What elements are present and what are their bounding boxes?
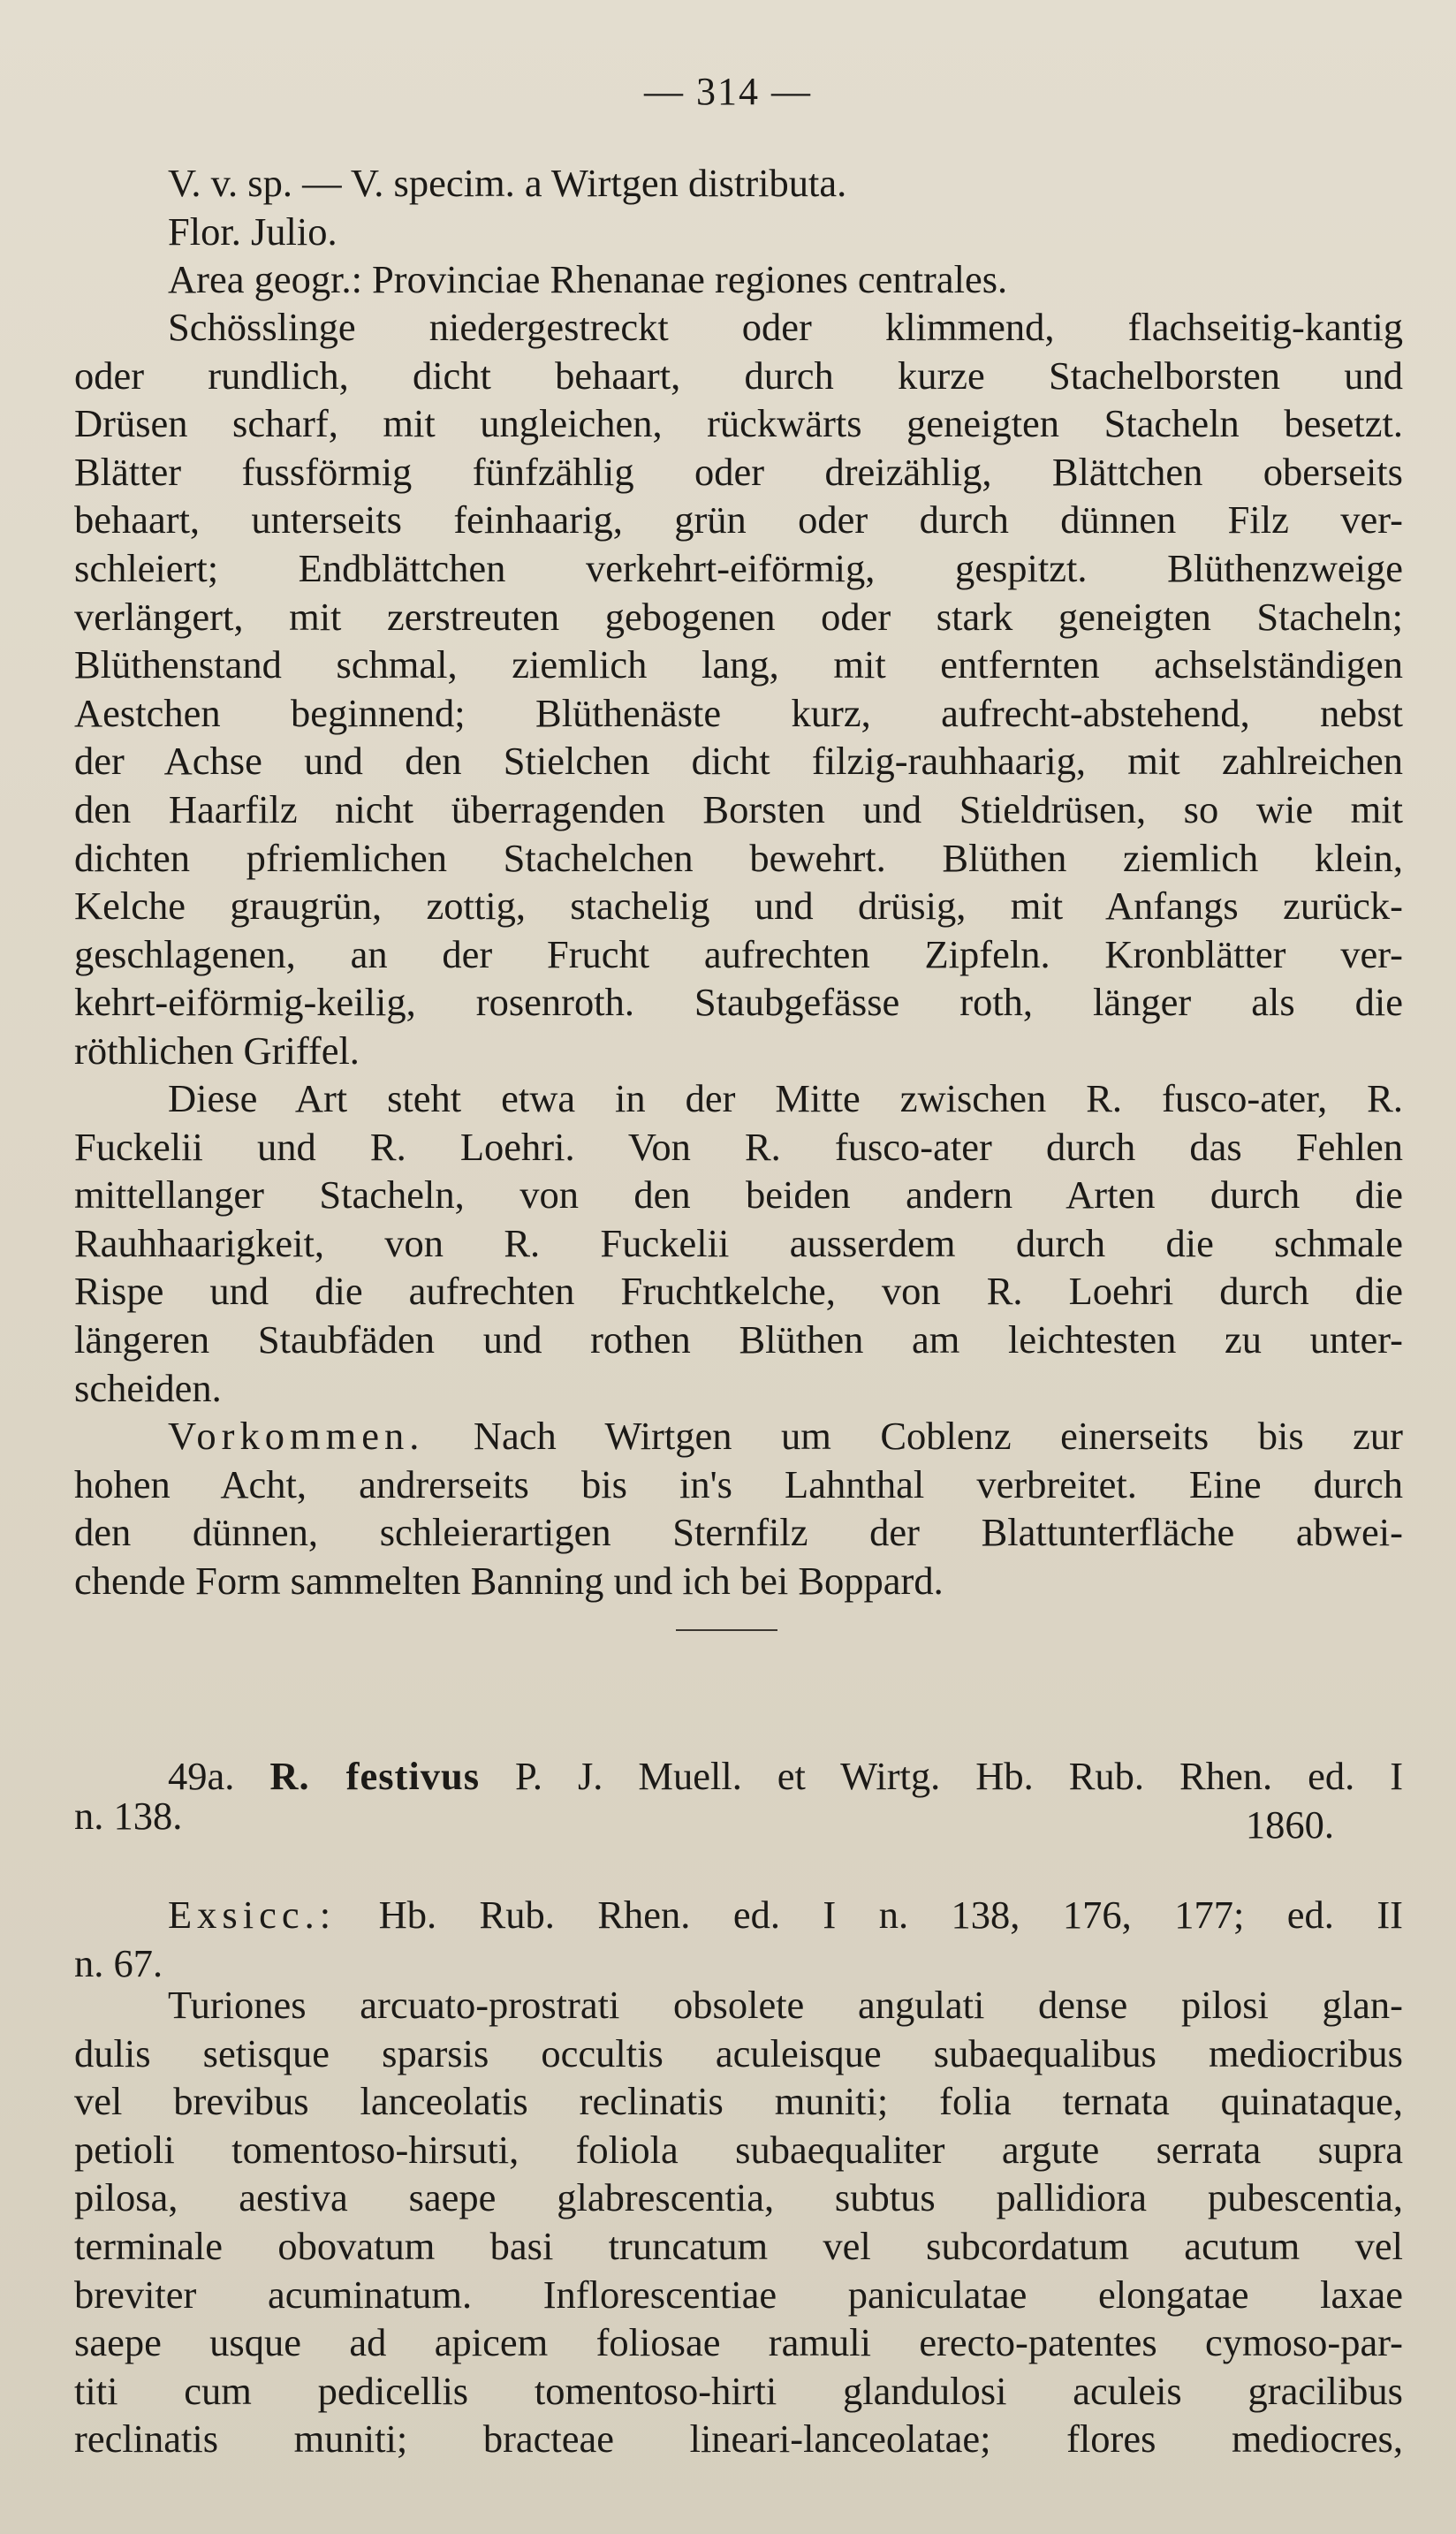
- text-line: Rauhhaarigkeit, von R. Fuckelii ausserdem durch die schmale: [74, 1220, 1403, 1265]
- entry-number: 49a.: [168, 1754, 235, 1798]
- intro-block: [74, 159, 1403, 304]
- flowering-line: Flor. Julio.: [168, 209, 337, 254]
- text-line: Blätter fussförmig fünfzählig oder dreizählig, Blättchen oberseits: [74, 449, 1403, 494]
- text-line: schleiert; Endblättchen verkehrt-eiförmig, gespitzt. Blüthenzweige: [74, 545, 1403, 590]
- text-line: der Achse und den Stielchen dicht filzig-rauhhaarig, mit zahlreichen: [74, 739, 1403, 784]
- text-line: Drüsen scharf, mit ungleichen, rückwärts geneigten Stacheln besetzt.: [74, 401, 1403, 446]
- text-line: n. 67.: [74, 1940, 163, 1985]
- text-line: Aestchen beginnend; Blüthenäste kurz, aufrecht-abstehend, nebst: [74, 690, 1403, 735]
- text-line: Turiones arcuato-prostrati obsolete angulati dense pilosi glan-: [168, 1983, 1403, 2027]
- text-line: Rispe und die aufrechten Fruchtkelche, von R. Loehri durch die: [74, 1269, 1403, 1314]
- text-line: [74, 1412, 1403, 1460]
- text-line: terminale obovatum basi truncatum vel subcordatum acutum vel: [74, 2223, 1403, 2268]
- exsicc-first: Hb. Rub. Rhen. ed. I n. 138, 176, 177; ed. II: [378, 1893, 1404, 1937]
- description-latin: [74, 1981, 1403, 2463]
- description-german: [74, 303, 1403, 1075]
- text-line: röthlichen Griffel.: [74, 1028, 360, 1073]
- occurrence-paragraph: [74, 1412, 1403, 1605]
- text-line: pilosa, aestiva saepe glabrescentia, subtus pallidiora pubescentia,: [74, 2175, 1403, 2220]
- text-line: Blüthenstand schmal, ziemlich lang, mit entfernten achselständigen: [74, 642, 1403, 687]
- text-line: chende Form sammelten Banning und ich bei Boppard.: [74, 1558, 944, 1603]
- text-line: [74, 1752, 1403, 1801]
- section-divider: [676, 1629, 777, 1631]
- species-entry-heading: [74, 1752, 1403, 1849]
- text-line: längeren Staubfäden und rothen Blüthen am leichtesten zu unter-: [74, 1316, 1403, 1362]
- text-line: Fuckelii und R. Loehri. Von R. fusco-ater durch das Fehlen: [74, 1124, 1403, 1169]
- page-number: — 314 —: [644, 70, 812, 113]
- text-line: Diese Art steht etwa in der Mitte zwischen R. fusco-ater, R.: [168, 1076, 1403, 1120]
- text-line: dichten pfriemlichen Stachelchen bewehrt. Blüthen ziemlich klein,: [74, 835, 1403, 880]
- text-line: verlängert, mit zerstreuten gebogenen oder stark geneigten Stacheln;: [74, 594, 1403, 639]
- text-line: dulis setisque sparsis occultis aculeisque subaequalibus mediocribus: [74, 2030, 1403, 2075]
- text-line: saepe usque ad apicem foliosae ramuli erecto-patentes cymoso-par-: [74, 2320, 1403, 2365]
- text-line: [74, 1891, 1403, 1939]
- species-name: R. festivus: [269, 1754, 481, 1798]
- text-line: geschlagenen, an der Frucht aufrechten Zipfeln. Kronblätter ver-: [74, 931, 1403, 976]
- entry-year: 1860.: [1245, 1802, 1334, 1847]
- comparison-paragraph: [74, 1074, 1403, 1412]
- text-line: behaart, unterseits feinhaarig, grün oder durch dünnen Filz ver-: [74, 497, 1403, 542]
- exsicc-label: Exsicc.:: [168, 1893, 337, 1937]
- text-line: Kelche graugrün, zottig, stachelig und drüsig, mit Anfangs zurück-: [74, 884, 1403, 929]
- text-line: vel brevibus lanceolatis reclinatis muniti; folia ternata quinataque,: [74, 2079, 1403, 2124]
- occurrence-first: Nach Wirtgen um Coblenz einerseits bis zur: [473, 1414, 1403, 1458]
- entry-citation: P. J. Muell. et Wirtg. Hb. Rub. Rhen. ed. I: [515, 1754, 1404, 1798]
- text-line: hohen Acht, andrerseits bis in's Lahnthal verbreitet. Eine durch: [74, 1461, 1403, 1506]
- text-line: mittellanger Stacheln, von den beiden andern Arten durch die: [74, 1172, 1403, 1218]
- area-line: Area geogr.: Provinciae Rhenanae regiones centrales.: [168, 257, 1008, 302]
- text-line: kehrt-eiförmig-keilig, rosenroth. Staubgefässe roth, länger als die: [74, 980, 1403, 1025]
- text-line: scheiden.: [74, 1365, 222, 1410]
- text-line: den Haarfilz nicht überragenden Borsten und Stieldrüsen, so wie mit: [74, 786, 1403, 831]
- exsiccatae-block: [74, 1891, 1403, 1987]
- text-line: den dünnen, schleierartigen Sternfilz der Blattunterfläche abwei-: [74, 1510, 1403, 1555]
- occurrence-label: Vorkommen.: [168, 1414, 425, 1458]
- text-line: petioli tomentoso-hirsuti, foliola subaequaliter argute serrata supra: [74, 2127, 1403, 2172]
- text-line: titi cum pedicellis tomentoso-hirti glandulosi aculeis gracilibus: [74, 2368, 1403, 2413]
- entry-citation-continued: n. 138.: [74, 1793, 183, 1838]
- text-line: Schösslinge niedergestreckt oder klimmend, flachseitig-kantig: [168, 305, 1403, 349]
- text-line: oder rundlich, dicht behaart, durch kurze Stachelborsten und: [74, 353, 1403, 398]
- text-line: reclinatis muniti; bracteae lineari-lanceolatae; flores mediocres,: [74, 2416, 1403, 2462]
- specimen-line: V. v. sp. — V. specim. a Wirtgen distributa.: [168, 161, 847, 205]
- text-line: breviter acuminatum. Inflorescentiae paniculatae elongatae laxae: [74, 2272, 1403, 2317]
